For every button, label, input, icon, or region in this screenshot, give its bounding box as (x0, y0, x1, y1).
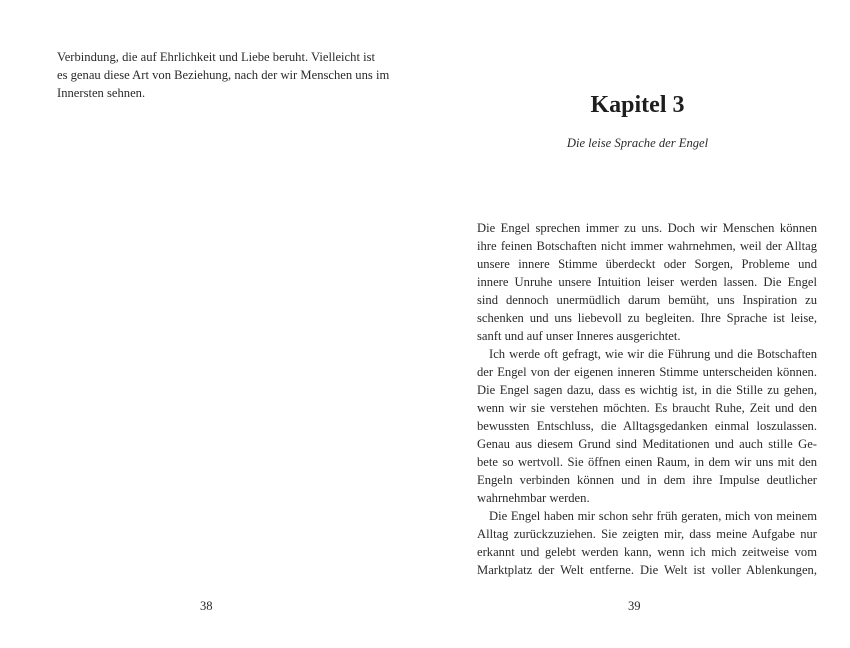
chapter-title: Kapitel 3 (590, 92, 685, 118)
text-line: Die Engel sagen dazu, dass es wichtig ist, in die Stille zu gehen, (477, 383, 817, 397)
text-line: schenken und uns liebevoll zu begleiten. Ihre Sprache ist leise, (477, 311, 817, 325)
text-line: Engeln verbinden können und in dem ihre Impulse deutlicher (477, 473, 817, 487)
text-line: Die Engel sprechen immer zu uns. Doch wir Menschen können (477, 221, 817, 235)
text-line: unsere innere Stimme überdeckt oder Sorgen, Probleme und (477, 257, 817, 271)
text-line: sind dennoch unermüdlich darum bemüht, uns Inspiration zu (477, 293, 817, 307)
text-line: ihre feinen Botschaften nicht immer wahrnehmen, weil der Alltag (477, 239, 817, 253)
text-line: bete so wertvoll. Sie öffnen einen Raum, in dem wir uns mit den (477, 455, 817, 469)
page-number: 39 (628, 599, 641, 613)
text-line: erkannt und gelebt werden kann, wenn ich mich zeitweise vom (477, 545, 817, 559)
text-line: Marktplatz der Welt entferne. Die Welt ist voller Ablenkungen, (477, 563, 817, 577)
text-line: Ich werde oft gefragt, wie wir die Führung und die Botschaften (489, 347, 817, 361)
text-line: innere Unruhe unsere Intuition leiser werden lassen. Die Engel (477, 275, 817, 289)
text-line: es genau diese Art von Beziehung, nach der wir Menschen uns im (57, 68, 390, 82)
text-line: wahrnehmbar werden. (477, 491, 590, 505)
text-line: Innersten sehnen. (57, 86, 146, 100)
page-number: 38 (200, 599, 213, 613)
text-line: wenn wir sie verstehen möchten. Es braucht Ruhe, Zeit und den (477, 401, 817, 415)
text-line: bewussten Entschluss, die Alltagsgedanken einmal loszulassen. (477, 419, 817, 433)
text-line: Verbindung, die auf Ehrlichkeit und Liebe beruht. Vielleicht ist (57, 50, 375, 64)
text-line: Die Engel haben mir schon sehr früh geraten, mich von meinem (489, 509, 817, 523)
right-page (425, 0, 850, 648)
text-line: sanft und auf unser Inneres ausgerichtet. (477, 329, 681, 343)
chapter-subtitle: Die leise Sprache der Engel (566, 136, 709, 150)
text-line: Alltag zurückzuziehen. Sie zeigten mir, dass meine Aufgabe nur (477, 527, 817, 541)
text-line: der Engel von der eigenen inneren Stimme unterscheiden können. (477, 365, 817, 379)
text-line: Genau aus diesem Grund sind Meditationen und auch stille Ge- (477, 437, 817, 451)
